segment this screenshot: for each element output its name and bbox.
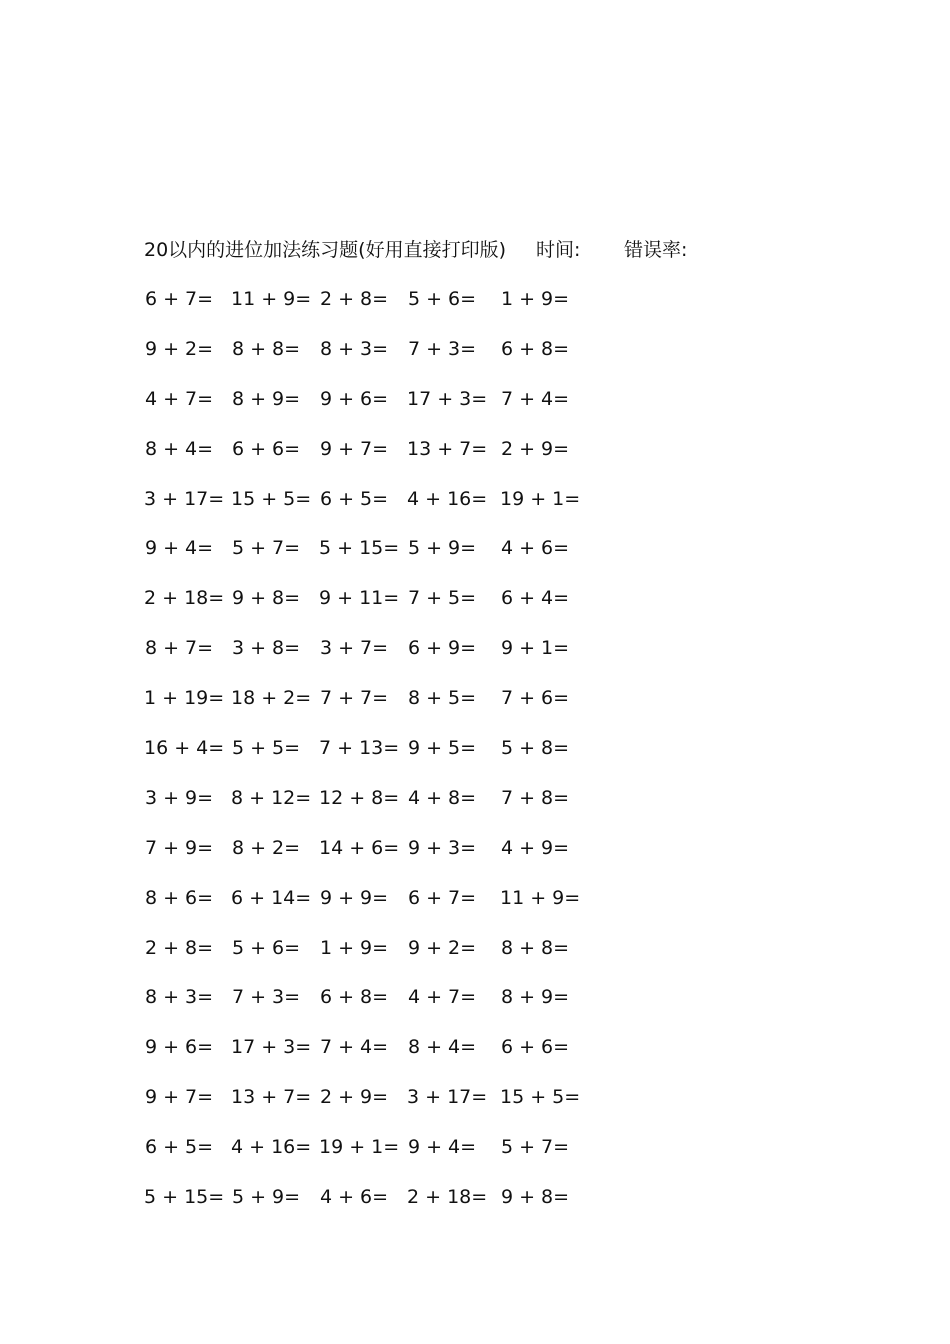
- addition-problem: 6 + 9=: [407, 637, 477, 660]
- problem-row: [144, 1083, 604, 1133]
- addition-problem: 4 + 6=: [500, 537, 570, 560]
- addition-problem: 9 + 4=: [407, 1136, 477, 1159]
- addition-problem: 5 + 5=: [231, 737, 301, 760]
- addition-problem: 8 + 9=: [500, 986, 570, 1009]
- time-label: 时间:: [536, 239, 581, 261]
- addition-problem: 1 + 9=: [500, 288, 570, 310]
- problem-row: [144, 934, 604, 984]
- addition-problem: 16 + 4=: [144, 737, 225, 760]
- addition-problem: 5 + 6=: [407, 288, 477, 310]
- addition-problem: 9 + 6=: [144, 1036, 214, 1059]
- addition-problem: 2 + 8=: [144, 936, 214, 959]
- addition-problem: 6 + 7=: [407, 886, 477, 909]
- addition-problem: 2 + 18=: [407, 1186, 488, 1209]
- addition-problem: 3 + 7=: [319, 637, 389, 660]
- addition-problem: 7 + 4=: [500, 387, 570, 410]
- addition-problem: 3 + 17=: [407, 1086, 488, 1109]
- addition-problem: 6 + 8=: [500, 337, 570, 360]
- addition-problem: 8 + 2=: [231, 836, 301, 859]
- problem-row: [144, 435, 604, 485]
- addition-problem: 4 + 7=: [144, 387, 214, 410]
- addition-problem: 7 + 3=: [407, 337, 477, 360]
- addition-problem: 2 + 9=: [500, 437, 570, 460]
- addition-problem: 11 + 9=: [231, 288, 312, 310]
- problem-row: [144, 1033, 604, 1083]
- addition-problem: 9 + 9=: [319, 886, 389, 909]
- problem-row: [144, 1183, 604, 1233]
- addition-problem: 8 + 3=: [144, 986, 214, 1009]
- worksheet-title: 20以内的进位加法练习题(好用直接打印版): [144, 239, 507, 261]
- addition-problem: 8 + 12=: [231, 786, 312, 809]
- problem-row: [144, 884, 604, 934]
- addition-problem: 3 + 17=: [144, 487, 225, 510]
- addition-problem: 5 + 9=: [407, 537, 477, 560]
- addition-problem: 4 + 16=: [407, 487, 488, 510]
- problem-row: [144, 534, 604, 584]
- addition-problem: 8 + 9=: [231, 387, 301, 410]
- problem-row: [144, 983, 604, 1033]
- addition-problem: 7 + 7=: [319, 687, 389, 710]
- addition-problem: 12 + 8=: [319, 786, 400, 809]
- problem-row: [144, 285, 604, 335]
- addition-problem: 7 + 9=: [144, 836, 214, 859]
- problem-row: [144, 1133, 604, 1183]
- addition-problem: 14 + 6=: [319, 836, 400, 859]
- addition-problem: 7 + 4=: [319, 1036, 389, 1059]
- addition-problem: 9 + 3=: [407, 836, 477, 859]
- addition-problem: 1 + 9=: [319, 936, 389, 959]
- addition-problem: 5 + 15=: [319, 537, 400, 560]
- problem-row: [144, 784, 604, 834]
- addition-problem: 7 + 8=: [500, 786, 570, 809]
- addition-problem: 9 + 2=: [407, 936, 477, 959]
- addition-problem: 9 + 1=: [500, 637, 570, 660]
- addition-problem: 4 + 6=: [319, 1186, 389, 1209]
- addition-problem: 9 + 11=: [319, 587, 400, 610]
- addition-problem: 8 + 3=: [319, 337, 389, 360]
- problem-row: [144, 634, 604, 684]
- problem-grid: [144, 285, 604, 1233]
- addition-problem: 4 + 7=: [407, 986, 477, 1009]
- addition-problem: 11 + 9=: [500, 886, 581, 909]
- addition-problem: 5 + 8=: [500, 737, 570, 760]
- addition-problem: 5 + 9=: [231, 1186, 301, 1209]
- addition-problem: 9 + 4=: [144, 537, 214, 560]
- addition-problem: 9 + 7=: [319, 437, 389, 460]
- addition-problem: 8 + 6=: [144, 886, 214, 909]
- addition-problem: 8 + 7=: [144, 637, 214, 660]
- addition-problem: 4 + 8=: [407, 786, 477, 809]
- addition-problem: 8 + 4=: [407, 1036, 477, 1059]
- addition-problem: 7 + 6=: [500, 687, 570, 710]
- addition-problem: 8 + 5=: [407, 687, 477, 710]
- addition-problem: 17 + 3=: [407, 387, 488, 410]
- problem-row: [144, 584, 604, 634]
- problem-row: [144, 485, 604, 535]
- addition-problem: 9 + 8=: [231, 587, 301, 610]
- addition-problem: 19 + 1=: [500, 487, 581, 510]
- addition-problem: 7 + 3=: [231, 986, 301, 1009]
- addition-problem: 5 + 7=: [231, 537, 301, 560]
- addition-problem: 5 + 15=: [144, 1186, 225, 1209]
- addition-problem: 6 + 14=: [231, 886, 312, 909]
- addition-problem: 6 + 8=: [319, 986, 389, 1009]
- addition-problem: 5 + 6=: [231, 936, 301, 959]
- addition-problem: 9 + 2=: [144, 337, 214, 360]
- problem-row: [144, 385, 604, 435]
- problem-row: [144, 734, 604, 784]
- addition-problem: 13 + 7=: [231, 1086, 312, 1109]
- addition-problem: 9 + 5=: [407, 737, 477, 760]
- addition-problem: 2 + 8=: [319, 288, 389, 310]
- error-rate-label: 错误率:: [624, 239, 688, 261]
- addition-problem: 6 + 5=: [319, 487, 389, 510]
- addition-problem: 7 + 5=: [407, 587, 477, 610]
- addition-problem: 9 + 8=: [500, 1186, 570, 1209]
- addition-problem: 2 + 18=: [144, 587, 225, 610]
- problem-row: [144, 834, 604, 884]
- addition-problem: 6 + 5=: [144, 1136, 214, 1159]
- addition-problem: 6 + 7=: [144, 288, 214, 310]
- addition-problem: 8 + 4=: [144, 437, 214, 460]
- addition-problem: 5 + 7=: [500, 1136, 570, 1159]
- addition-problem: 3 + 8=: [231, 637, 301, 660]
- addition-problem: 6 + 4=: [500, 587, 570, 610]
- addition-problem: 4 + 16=: [231, 1136, 312, 1159]
- addition-problem: 9 + 6=: [319, 387, 389, 410]
- problem-row: [144, 335, 604, 385]
- addition-problem: 7 + 13=: [319, 737, 400, 760]
- addition-problem: 4 + 9=: [500, 836, 570, 859]
- addition-problem: 6 + 6=: [500, 1036, 570, 1059]
- addition-problem: 1 + 19=: [144, 687, 225, 710]
- addition-problem: 13 + 7=: [407, 437, 488, 460]
- addition-problem: 2 + 9=: [319, 1086, 389, 1109]
- addition-problem: 17 + 3=: [231, 1036, 312, 1059]
- addition-problem: 9 + 7=: [144, 1086, 214, 1109]
- problem-row: [144, 684, 604, 734]
- addition-problem: 6 + 6=: [231, 437, 301, 460]
- addition-problem: 8 + 8=: [231, 337, 301, 360]
- addition-problem: 3 + 9=: [144, 786, 214, 809]
- addition-problem: 15 + 5=: [231, 487, 312, 510]
- addition-problem: 19 + 1=: [319, 1136, 400, 1159]
- addition-problem: 15 + 5=: [500, 1086, 581, 1109]
- addition-problem: 18 + 2=: [231, 687, 312, 710]
- addition-problem: 8 + 8=: [500, 936, 570, 959]
